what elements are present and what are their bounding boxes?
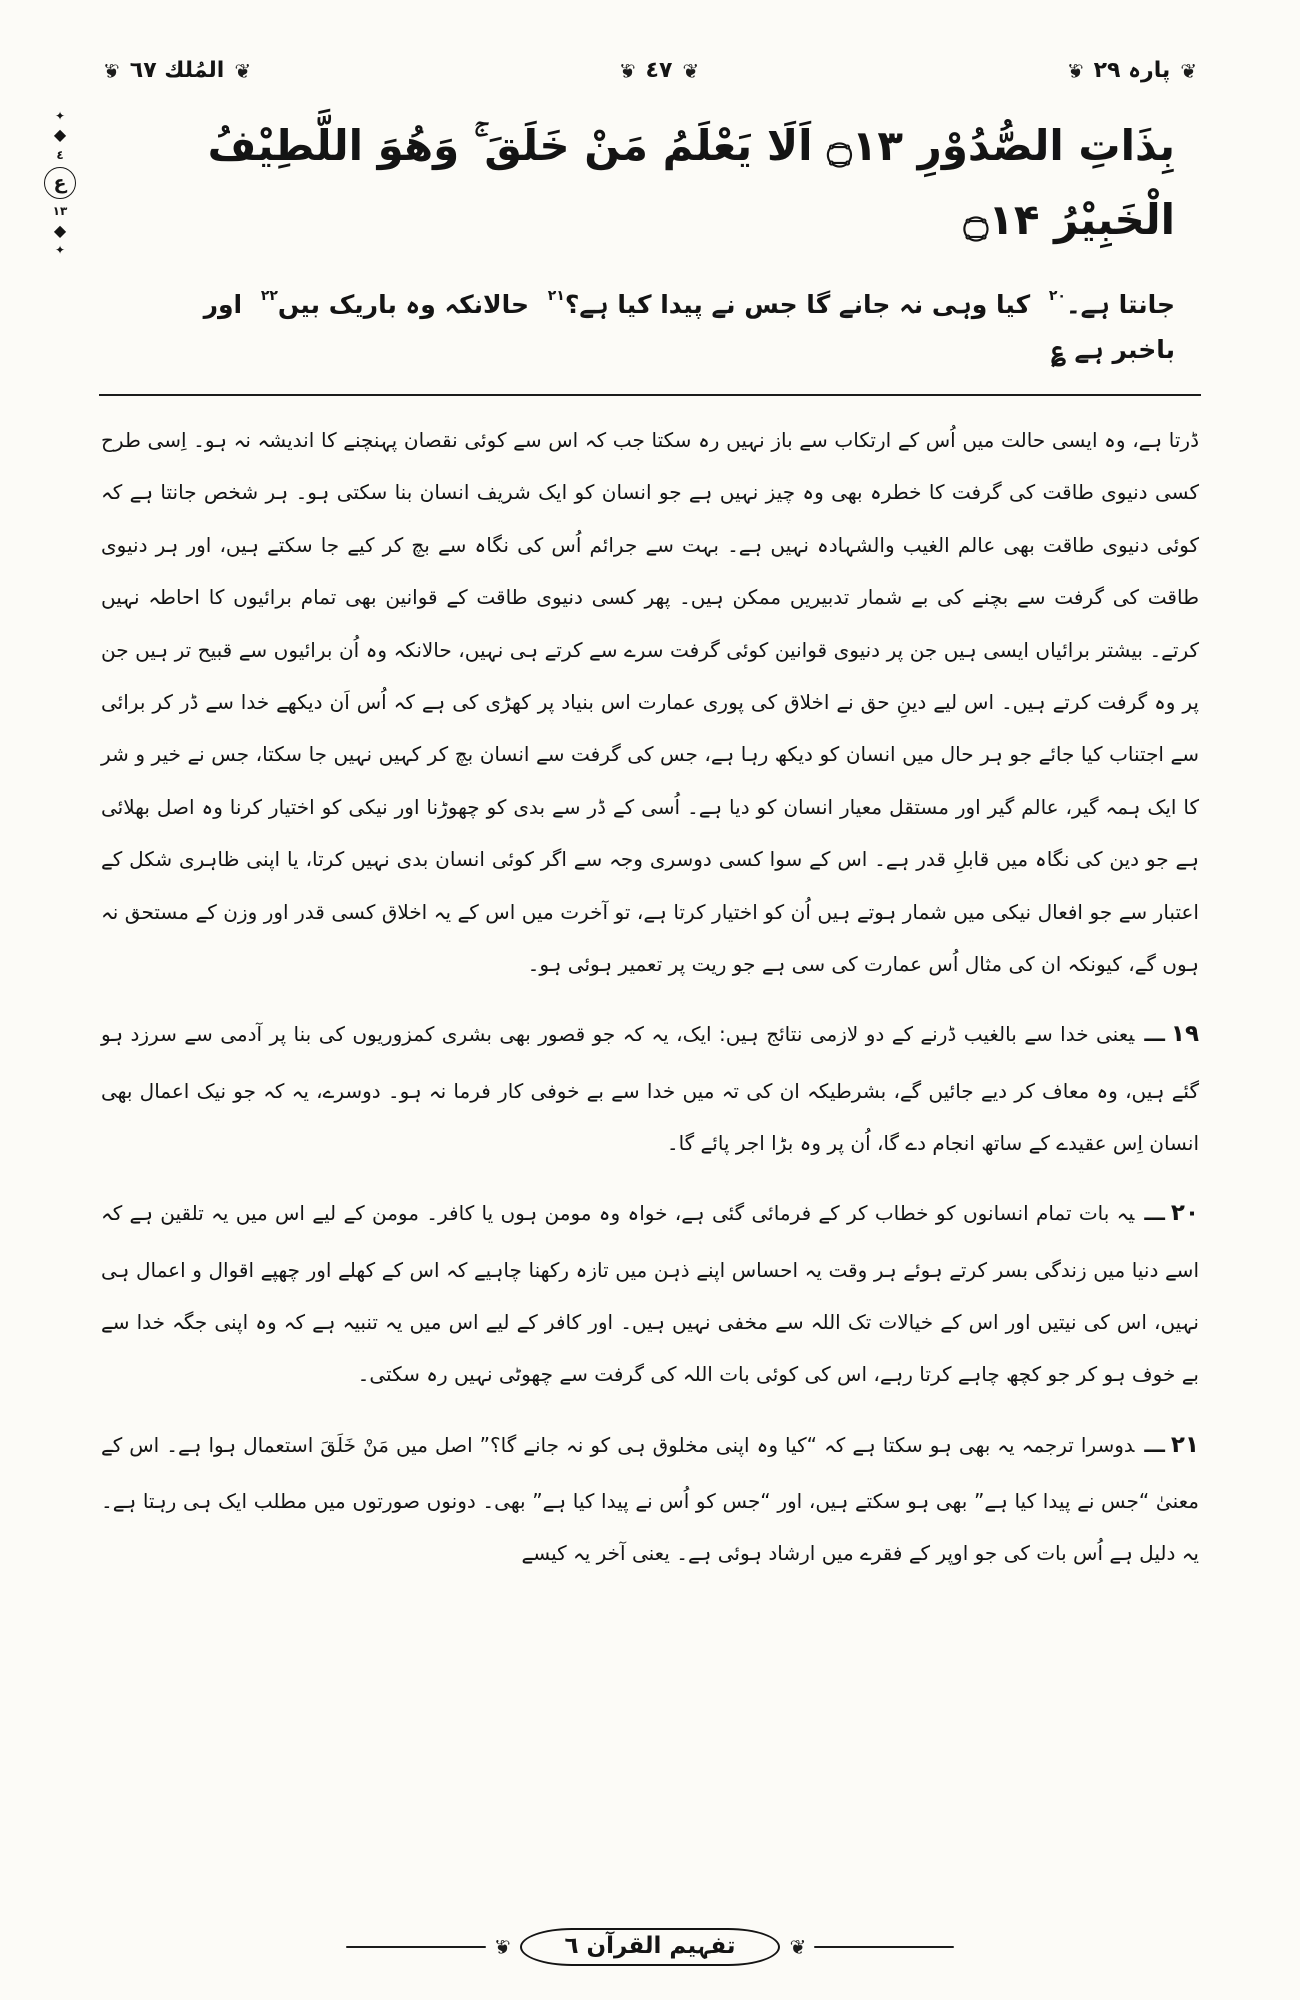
translation-text: حالانکہ وہ باریک بیں <box>277 290 530 319</box>
ruku-margin-ornament <box>38 110 82 256</box>
verse-block <box>165 109 1175 372</box>
header-page-number-group <box>621 58 697 83</box>
page-footer <box>95 1928 1205 1966</box>
ornament-star-icon: ✦ <box>54 109 66 123</box>
section-divider <box>99 394 1201 396</box>
flourish-icon: ❦ <box>495 1935 511 1959</box>
note-number: ۲۰ <box>1170 1200 1199 1227</box>
flourish-icon: ❦ <box>1180 58 1195 83</box>
note-text: یہ بات تمام انسانوں کو خطاب کر کے فرمائی گئی ہے، خواہ وہ مومن ہوں یا کافر۔ مومن کے لیے اس میں یہ تلقین ہے کہ اسے دنیا میں زندگی بسر کرتے ہوئے ہر وقت یہ احساس اپنے ذہن میں تازہ رکھنا چاہیے کہ اس کے کھلے اور چھپے اقوال و اعمال ہی نہیں، اس کی نیتیں اور اس کے خیالات تک اللہ سے مخفی نہیں ہیں۔ اور کافر کے لیے اس میں یہ تنبیہ ہے کہ وہ اپنی جگہ خدا سے بے خوف ہو کر جو کچھ چاہے کرتا رہے، اس کی کوئی بات اللہ کی گرفت سے چھوٹی نہیں رہ سکتی۔ <box>101 1201 1199 1387</box>
note-text: دوسرا ترجمہ یہ بھی ہو سکتا ہے کہ “کیا وہ اپنی مخلوق ہی کو نہ جانے گا؟” اصل میں مَنْ خَلَقَ استعمال ہوا ہے۔ اس کے معنیٰ “جس نے پیدا کیا ہے” بھی ہو سکتے ہیں، اور “جس کو اُس نے پیدا کیا ہے” بھی۔ دونوں صورتوں میں مطلب ایک ہی رہتا ہے۔ یہ دلیل ہے اُس بات کی جو اوپر کے فقرے میں ارشاد ہوئی ہے۔ یعنی آخر یہ کیسے <box>101 1432 1199 1566</box>
page-header <box>95 58 1205 83</box>
commentary-note-21 <box>101 1415 1199 1580</box>
surah-label: المُلك ٦٧ <box>129 58 225 83</box>
ruku-letter: ع <box>44 167 76 199</box>
footnote-ref: ۲۱ <box>547 287 565 304</box>
note-dash: ـــ <box>1144 1432 1165 1457</box>
note-dash: ـــ <box>1144 1201 1165 1226</box>
flourish-icon: ❦ <box>105 58 120 83</box>
ruku-top-number: ٤ <box>56 148 64 162</box>
translation-text: کیا وہی نہ جانے گا جس نے پیدا کیا ہے؟ <box>564 290 1031 319</box>
header-para-group <box>1069 58 1195 83</box>
commentary-note-19 <box>101 1004 1199 1169</box>
translation-text: جانتا ہے۔ <box>1065 290 1175 319</box>
flourish-icon: ❦ <box>682 58 698 83</box>
footnote-ref: ۲۲ <box>260 287 278 304</box>
flourish-icon: ❦ <box>620 58 636 83</box>
footer-rule <box>346 1946 486 1948</box>
translation-segment <box>260 286 530 319</box>
urdu-translation <box>165 282 1175 372</box>
header-surah-group <box>105 58 249 83</box>
note-number: ۱۹ <box>1170 1021 1199 1048</box>
translation-segment <box>1048 286 1175 319</box>
para-label: پارہ ۲۹ <box>1093 58 1171 83</box>
arabic-verse: بِذَاتِ الصُّدُوْرِ ۝۱۳ اَلَا يَعْلَمُ مَنْ خَلَقَ ۚ وَهُوَ اللَّطِيْفُ الْخَبِيْرُ ۝۱۴ <box>207 121 1175 244</box>
translation-segment <box>547 286 1031 319</box>
note-number: ۲۱ <box>1170 1431 1199 1458</box>
commentary-note-20 <box>101 1183 1199 1400</box>
commentary-section <box>95 414 1205 1580</box>
book-title: تفہیم القرآن ٦ <box>564 1933 736 1959</box>
translation-text: اور باخبر ہے ؏ <box>203 290 1175 364</box>
ornament-diamond-icon: ◆ <box>53 125 67 144</box>
flourish-icon: ❦ <box>1068 58 1084 83</box>
flourish-icon: ❦ <box>234 58 250 83</box>
footer-rule <box>814 1946 954 1948</box>
ruku-bottom-number: ١٣ <box>52 204 68 218</box>
note-text: یعنی خدا سے بالغیب ڈرنے کے دو لازمی نتائج ہیں: ایک، یہ کہ جو قصور بھی بشری کمزوریوں کی بنا پر آدمی سے سرزد ہو گئے ہیں، وہ معاف کر دیے جائیں گے، بشرطیکہ ان کی تہ میں خدا سے بے خوفی کار فرما نہ ہو۔ دوسرے، یہ کہ جو نیک اعمال بھی انسان اِس عقیدے کے ساتھ انجام دے گا، اُن پر وہ بڑا اجر پائے گا۔ <box>101 1022 1199 1155</box>
commentary-paragraph <box>101 414 1199 990</box>
flourish-icon: ❦ <box>789 1935 805 1959</box>
page-number: ٤٧ <box>645 58 673 83</box>
footnote-ref: ۲۰ <box>1048 287 1066 304</box>
book-title-cartouche <box>520 1928 779 1966</box>
note-text: ڈرتا ہے، وہ ایسی حالت میں اُس کے ارتکاب سے باز نہیں رہ سکتا جب کہ اس سے کوئی نقصان پہنچنے کا اندیشہ نہ ہو۔ اِسی طرح کسی دنیوی طاقت کی گرفت کا خطرہ بھی وہ چیز نہیں ہے جو انسان کو ایک شریف انسان بنا سکتی ہو۔ ہر شخص جانتا ہے کہ کوئی دنیوی طاقت بھی عالم الغیب والشہادہ نہیں ہے۔ بہت سے جرائم اُس کی نگاہ سے بچ کر کیے جا سکتے ہیں، اور ہر دنیوی طاقت کی گرفت سے بچنے کی بے شمار تدبیریں ممکن ہیں۔ پھر کسی دنیوی طاقت کے قوانین بھی تمام برائیوں کا احاطہ نہیں کرتے۔ بیشتر برائیاں ایسی ہیں جن پر دنیوی قوانین کوئی گرفت سرے سے کرتے ہی نہیں، حالانکہ وہ اُن برائیوں سے قبیح تر ہیں جن پر وہ گرفت کرتے ہیں۔ اس لیے دینِ حق نے اخلاق کی پوری عمارت اس بنیاد پر کھڑی کی ہے کہ اُس اَن دیکھے خدا سے ڈر کر برائی سے اجتناب کیا جائے جو ہر حال میں انسان کو دیکھ رہا ہے، جس کی گرفت سے انسان بچ کر کہیں نہیں جا سکتا، جس نے خیر و شر کا ایک ہمہ گیر، عالم گیر اور مستقل معیار انسان کو دیا ہے۔ اُسی کے ڈر سے بدی کو چھوڑنا اور نیکی کو اختیار کرنا وہ اصل بھلائی ہے جو دین کی نگاہ میں قابلِ قدر ہے۔ اس کے سوا کسی دوسری وجہ سے اگر کوئی انسان بدی نہیں کرتا، یا اپنی ظاہری شکل کے اعتبار سے جو افعال نیکی میں شمار ہوتے ہیں اُن کو اختیار کرتا ہے، تو آخرت میں اس کے یہ اخلاق کسی قدر اور وزن کے مستحق نہ ہوں گے، کیونکہ ان کی مثال اُس عمارت کی سی ہے جو ریت پر تعمیر ہوئی ہو۔ <box>101 428 1199 976</box>
note-dash: ـــ <box>1144 1022 1165 1047</box>
ornament-diamond-icon: ◆ <box>53 221 67 240</box>
ornament-star-icon: ✦ <box>54 243 66 257</box>
